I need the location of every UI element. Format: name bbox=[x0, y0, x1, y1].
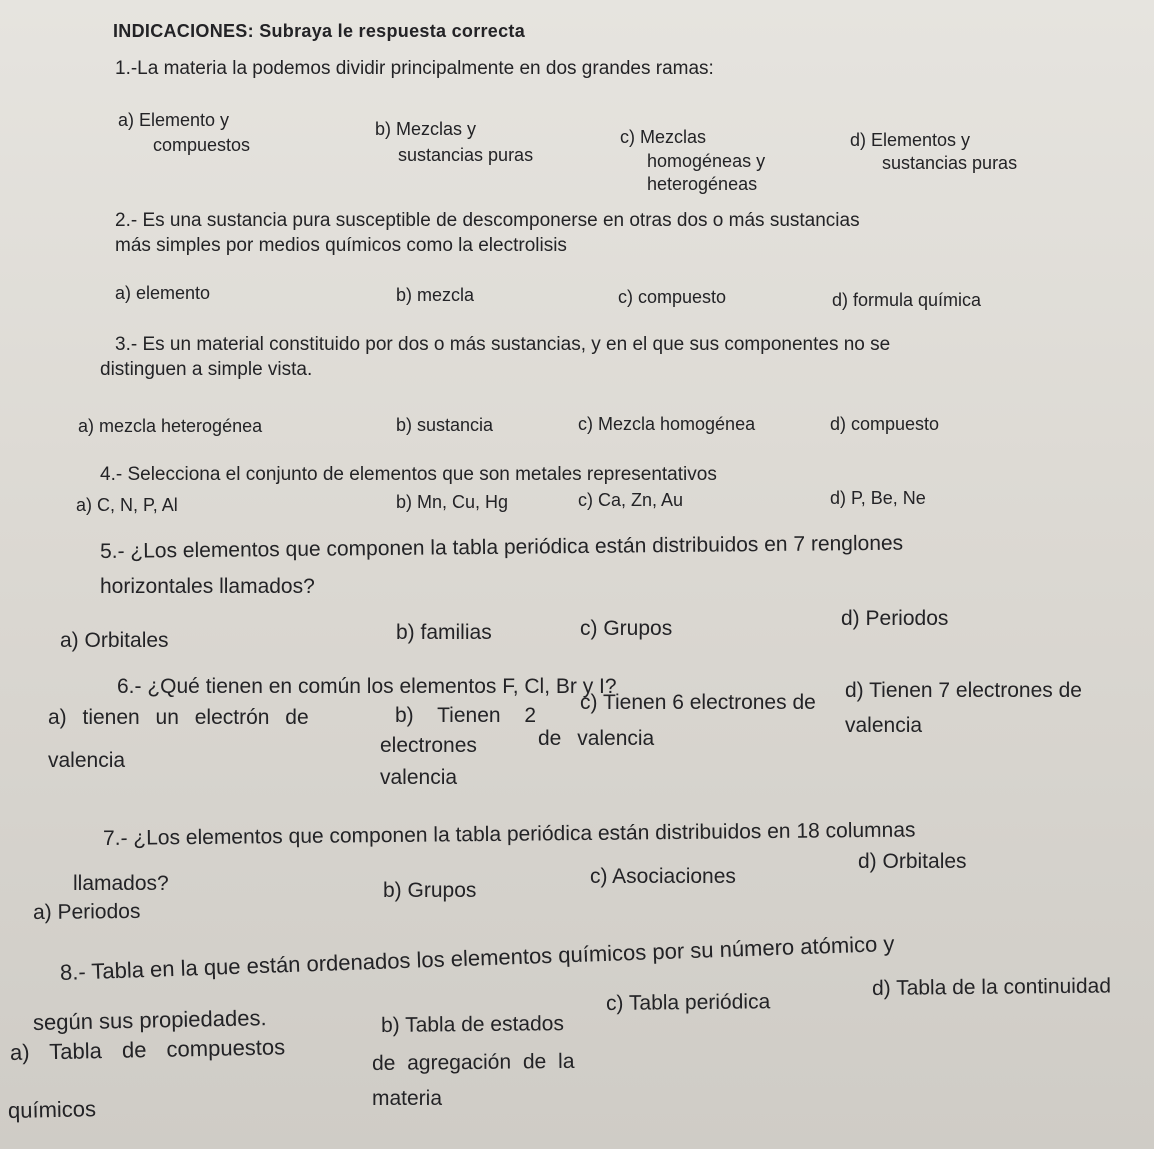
question-7-line2: llamados? bbox=[73, 872, 169, 895]
q8-option-d[interactable]: d) Tabla de la continuidad bbox=[871, 974, 1112, 1000]
q7-option-d[interactable]: d) Orbitales bbox=[858, 850, 967, 873]
q1-option-d-line2[interactable]: sustancias puras bbox=[882, 153, 1018, 173]
q3-option-a[interactable]: a) mezcla heterogénea bbox=[78, 416, 263, 436]
q6-option-b-line1[interactable]: b) Tienen 2 bbox=[395, 704, 537, 727]
q8-option-c[interactable]: c) Tabla periódica bbox=[605, 990, 771, 1015]
q4-option-b[interactable]: b) Mn, Cu, Hg bbox=[396, 492, 509, 512]
q1-option-a-line2[interactable]: compuestos bbox=[153, 135, 251, 155]
instructions-title: INDICACIONES: Subraya le respuesta correcta bbox=[113, 21, 526, 41]
q6-option-a-line1[interactable]: a) tienen un electrón de bbox=[48, 706, 309, 729]
question-6: 6.- ¿Qué tienen en común los elementos F, Cl, Br y I? bbox=[117, 675, 617, 698]
q6-option-d-line1[interactable]: d) Tienen 7 electrones de bbox=[845, 679, 1082, 702]
q2-option-d[interactable]: d) formula química bbox=[832, 290, 982, 310]
question-3-line1: 3.- Es un material constituido por dos o más sustancias, y en el que sus componentes no se bbox=[115, 334, 891, 355]
question-8-line1: 8.- Tabla en la que están ordenados los elementos químicos por su número atómico y bbox=[59, 930, 895, 985]
q4-option-c[interactable]: c) Ca, Zn, Au bbox=[578, 490, 684, 510]
q7-option-a[interactable]: a) Periodos bbox=[32, 899, 141, 924]
q6-option-d-line2[interactable]: valencia bbox=[845, 714, 923, 737]
question-2-line2: más simples por medios químicos como la electrolisis bbox=[115, 235, 567, 256]
q1-option-c-line1[interactable]: c) Mezclas bbox=[620, 127, 707, 147]
q8-option-a-line2[interactable]: químicos bbox=[7, 1096, 97, 1123]
q6-option-b-line3[interactable]: valencia bbox=[380, 766, 458, 789]
q2-option-b[interactable]: b) mezcla bbox=[396, 285, 475, 305]
question-1: 1.-La materia la podemos dividir principalmente en dos grandes ramas: bbox=[115, 58, 714, 79]
q7-option-c[interactable]: c) Asociaciones bbox=[590, 865, 736, 888]
q6-option-c-line1[interactable]: c) Tienen 6 electrones de bbox=[580, 691, 816, 714]
q6-option-a-line2[interactable]: valencia bbox=[48, 749, 126, 772]
q4-option-a[interactable]: a) C, N, P, Al bbox=[76, 495, 178, 515]
question-5-line1: 5.- ¿Los elementos que componen la tabla periódica están distribuidos en 7 renglones bbox=[99, 531, 904, 563]
q5-option-d[interactable]: d) Periodos bbox=[841, 607, 949, 630]
q5-option-c[interactable]: c) Grupos bbox=[580, 617, 673, 640]
q4-option-d[interactable]: d) P, Be, Ne bbox=[830, 488, 926, 508]
q1-option-c-line2[interactable]: homogéneas y bbox=[647, 151, 766, 171]
q6-option-b-line2[interactable]: electrones bbox=[380, 734, 477, 757]
q5-option-a[interactable]: a) Orbitales bbox=[60, 629, 169, 652]
q8-option-a-line1[interactable]: a) Tabla de compuestos bbox=[9, 1034, 286, 1065]
q1-option-d-line1[interactable]: d) Elementos y bbox=[850, 130, 971, 150]
q6-option-c-line2[interactable]: de valencia bbox=[538, 727, 655, 750]
q2-option-a[interactable]: a) elemento bbox=[115, 283, 211, 303]
question-2-line1: 2.- Es una sustancia pura susceptible de descomponerse en otras dos o más sustancias bbox=[115, 210, 860, 231]
question-7-line1: 7.- ¿Los elementos que componen la tabla periódica están distribuidos en 18 columnas bbox=[102, 818, 916, 850]
question-4: 4.- Selecciona el conjunto de elementos que son metales representativos bbox=[100, 464, 717, 485]
q2-option-c[interactable]: c) compuesto bbox=[618, 287, 727, 307]
question-3-line2: distinguen a simple vista. bbox=[100, 359, 313, 380]
q3-option-d[interactable]: d) compuesto bbox=[830, 414, 940, 434]
q1-option-b-line2[interactable]: sustancias puras bbox=[398, 145, 534, 165]
q3-option-b[interactable]: b) sustancia bbox=[396, 415, 494, 435]
q8-option-b-line2[interactable]: de agregación de la bbox=[371, 1049, 575, 1075]
q1-option-b-line1[interactable]: b) Mezclas y bbox=[375, 119, 477, 139]
q8-option-b-line3[interactable]: materia bbox=[372, 1087, 443, 1110]
question-8-line2: según sus propiedades. bbox=[32, 1005, 267, 1035]
q1-option-a-line1[interactable]: a) Elemento y bbox=[118, 110, 230, 130]
question-5-line2: horizontales llamados? bbox=[100, 575, 315, 598]
q8-option-b-line1[interactable]: b) Tabla de estados bbox=[380, 1012, 565, 1037]
q7-option-b[interactable]: b) Grupos bbox=[383, 879, 477, 902]
q3-option-c[interactable]: c) Mezcla homogénea bbox=[578, 414, 756, 434]
q1-option-c-line3[interactable]: heterogéneas bbox=[647, 174, 758, 194]
q5-option-b[interactable]: b) familias bbox=[396, 621, 492, 644]
